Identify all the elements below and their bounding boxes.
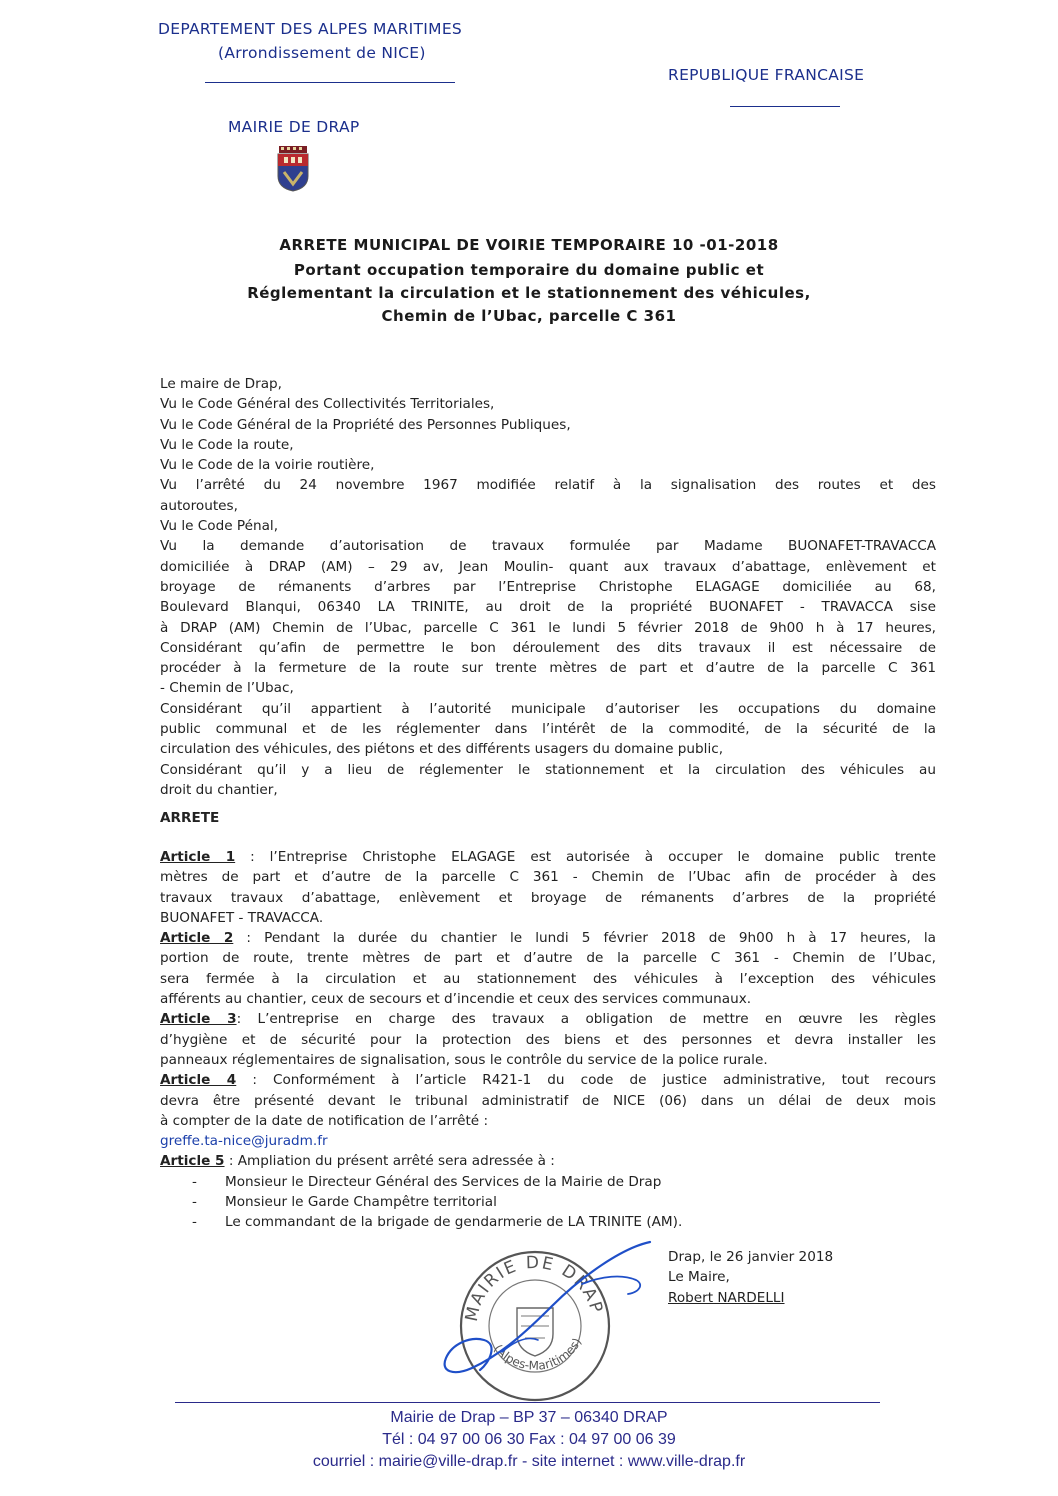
- article-5-label: Article 5: [160, 1153, 225, 1170]
- decree-subtitle-1: Portant occupation temporaire du domaine public et: [293, 261, 765, 279]
- list-item: - Le commandant de la brigade de gendarmerie de LA TRINITE (AM).: [192, 1214, 683, 1231]
- preamble-line: Vu le Code Général des Collectivités Territoriales,: [160, 396, 495, 413]
- preamble-line: Boulevard Blanqui, 06340 LA TRINITE, au droit de la propriété BUONAFET - TRAVACCA sise: [160, 599, 936, 616]
- preamble-line: circulation des véhicules, des piétons et des différents usagers du domaine public,: [160, 741, 724, 758]
- article-4-line: à compter de la date de notification de l’arrêté :: [160, 1112, 489, 1129]
- arrete-heading: ARRETE: [160, 810, 220, 826]
- preamble-line: Vu l’arrêté du 24 novembre 1967 modifiée relatif à la signalisation des routes et des: [160, 477, 936, 494]
- article-2-line: sera fermée à la circulation et au stationnement des véhicules à l’exception des véhicules: [160, 970, 936, 987]
- preamble-line: à DRAP (AM) Chemin de l’Ubac, parcelle C 361 le lundi 5 février 2018 de 9h00 h à 17 heures,: [160, 619, 936, 636]
- department-label: DEPARTEMENT DES ALPES MARITIMES: [158, 20, 463, 38]
- handwritten-signature: [432, 1236, 682, 1386]
- article-1-label: Article 1: [160, 849, 236, 865]
- preamble-line: broyage de rémanents d’arbres par l’Entreprise Christophe ELAGAGE domiciliée au 68,: [160, 578, 936, 595]
- article-2-line: Article 2 : Pendant la durée du chantier le lundi 5 février 2018 de 9h00 h à 17 heures, la: [160, 930, 936, 947]
- decree-title: ARRETE MUNICIPAL DE VOIRIE TEMPORAIRE 10 -01-2018: [279, 236, 779, 254]
- preamble: [160, 374, 936, 800]
- preamble-line: Vu le Code Général de la Propriété des Personnes Publiques,: [160, 416, 571, 433]
- footer-phone-fax: Tél : 04 97 00 06 30 Fax : 04 97 00 06 39: [382, 1431, 676, 1448]
- preamble-line: Considérant qu’il appartient à l’autorité municipale d’autoriser les occupations du domaine: [160, 700, 936, 717]
- header-divider-left: [205, 82, 455, 83]
- article-5-line: Article 5 : Ampliation du présent arrêté sera adressée à :: [160, 1153, 555, 1170]
- preamble-line: - Chemin de l’Ubac,: [160, 680, 294, 697]
- preamble-line: Vu le Code Pénal,: [160, 518, 279, 535]
- preamble-line: Considérant qu’afin de permettre le bon déroulement des dits travaux il est nécessaire de: [160, 639, 936, 656]
- preamble-line: droit du chantier,: [160, 781, 278, 798]
- mairie-label: MAIRIE DE DRAP: [228, 118, 360, 136]
- article-4-label: Article 4: [160, 1072, 237, 1089]
- svg-text:MAIRIE DE DRAP: MAIRIE DE DRAP: [461, 1252, 607, 1324]
- article-3-line: d’hygiène et de sécurité pour la protection des biens et des personnes et devra installer les: [160, 1031, 936, 1048]
- preamble-line: Vu la demande d’autorisation de travaux formulée par Madame BUONAFET-TRAVACCA: [160, 538, 936, 555]
- preamble-line: Vu le Code la route,: [160, 436, 294, 453]
- article-2-line: afférents au chantier, ceux de secours et d’incendie et ceux des services communaux.: [160, 991, 752, 1008]
- coat-of-arms-icon: [276, 146, 310, 192]
- svg-text:(Alpes-Maritimes): (Alpes-Maritimes): [490, 1335, 585, 1373]
- article-2-line: portion de route, trente mètres de part et d’autre de la parcelle C 361 - Chemin de l’Ubac,: [160, 950, 936, 967]
- preamble-line: Considérant qu’il y a lieu de réglementer le stationnement et la circulation des véhicules au: [160, 761, 936, 778]
- preamble-line: Vu le Code de la voirie routière,: [160, 457, 375, 474]
- list-item: - Monsieur le Directeur Général des Services de la Mairie de Drap: [192, 1173, 662, 1190]
- preamble-line: procéder à la fermeture de la route sur trente mètres de part et d’autre de la parcelle C 361: [160, 660, 936, 677]
- articles: [160, 847, 936, 1233]
- tribunal-email-link[interactable]: greffe.ta-nice@juradm.fr: [160, 1133, 328, 1150]
- preamble-line: Le maire de Drap,: [160, 376, 282, 392]
- preamble-line: autoroutes,: [160, 497, 238, 514]
- signature-name: Robert NARDELLI: [668, 1289, 785, 1306]
- article-3-line: Article 3: L’entreprise en charge des travaux a obligation de mettre en œuvre les règles: [160, 1011, 936, 1028]
- article-2-label: Article 2: [160, 930, 234, 947]
- article-1-line: Article 1 : l’Entreprise Christophe ELAGAGE est autorisée à occuper le domaine public trente: [160, 849, 936, 865]
- footer-address: Mairie de Drap – BP 37 – 06340 DRAP: [390, 1409, 668, 1426]
- preamble-line: public communal et de les réglementer dans l’intérêt de la commodité, de la sécurité de la: [160, 721, 936, 738]
- article-4-line: Article 4 : Conformément à l’article R421-1 du code de justice administrative, tout recours: [160, 1072, 936, 1089]
- decree-subtitle-2: Réglementant la circulation et le stationnement des véhicules,: [247, 284, 811, 302]
- signature-block: [668, 1247, 833, 1308]
- article-3-label: Article 3: [160, 1011, 237, 1028]
- article-1-line: BUONAFET - TRAVACCA.: [160, 909, 324, 926]
- article-1-line: travaux travaux d’abattage, enlèvement et broyage de rémanents d’arbres de la propriété: [160, 889, 936, 906]
- signature-place-date: Drap, le 26 janvier 2018: [668, 1249, 834, 1265]
- signature-role: Le Maire,: [668, 1269, 730, 1286]
- republic-label: REPUBLIQUE FRANCAISE: [668, 66, 865, 84]
- list-item: - Monsieur le Garde Champêtre territorial: [192, 1194, 497, 1211]
- decree-subtitle-3: Chemin de l’Ubac, parcelle C 361: [381, 307, 677, 325]
- article-1-line: mètres de part et d’autre de la parcelle C 361 - Chemin de l’Ubac afin de procéder à des: [160, 869, 936, 886]
- header-divider-right: [730, 106, 840, 107]
- footer-contact: courriel : mairie@ville-drap.fr - site internet : www.ville-drap.fr: [312, 1453, 746, 1470]
- recipient-list: [160, 1172, 936, 1233]
- preamble-line: domiciliée à DRAP (AM) – 29 av, Jean Moulin- quant aux travaux d’abattage, enlèvement et: [160, 558, 936, 575]
- arrondissement-label: (Arrondissement de NICE): [218, 44, 426, 62]
- footer-divider: [175, 1402, 880, 1403]
- article-4-line: devra être présenté devant le tribunal administratif de NICE (06) dans un délai de deux mois: [160, 1092, 936, 1109]
- article-3-line: panneaux réglementaires de signalisation, sous le contrôle du service de la police rurale.: [160, 1051, 768, 1068]
